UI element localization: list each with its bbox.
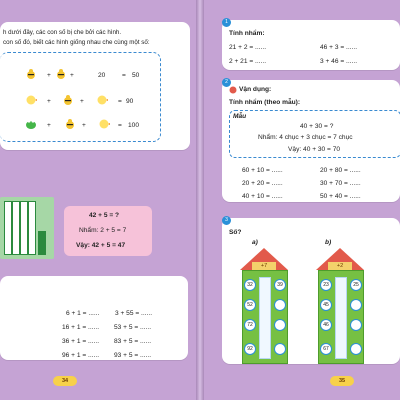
row1-value: 20 — [98, 72, 106, 79]
bee-icon — [62, 94, 74, 106]
task2-badge: 2 — [222, 78, 231, 87]
house-a-left-cell: 52 — [244, 299, 256, 311]
left-task1-instruction-1: h dưới đây, các con số bị che bởi các hình. — [3, 29, 122, 36]
house-a-answer-cell[interactable] — [274, 299, 286, 311]
row3-plus: + — [47, 122, 51, 129]
house-b-left-cell: 23 — [320, 279, 332, 291]
task3-badge: 3 — [222, 216, 231, 225]
house-a-left-cell: 32 — [244, 279, 256, 291]
ex-cell: 3 + 55 = ...... — [115, 310, 153, 317]
chick-icon — [98, 118, 110, 130]
row3-eq: = — [118, 122, 122, 129]
example-line2: Nhẩm: 2 + 5 = 7 — [79, 227, 127, 234]
ex-cell: 16 + 1 = ...... — [62, 324, 100, 331]
house-b-answer-cell[interactable] — [350, 343, 362, 355]
ex-cell: 83 + 5 = ...... — [114, 338, 152, 345]
ex-cell: 93 + 5 = ...... — [114, 352, 152, 359]
task2-cell: 40 + 10 = ...... — [242, 193, 283, 200]
book-gutter — [196, 0, 204, 400]
example-line1: 42 + 5 = ? — [89, 212, 120, 219]
house-a-answer-cell[interactable] — [274, 319, 286, 331]
house-b-left-cell: 46 — [320, 319, 332, 331]
house-a-arrow-column — [259, 277, 271, 359]
house-b-left-cell: 67 — [320, 343, 332, 355]
task2-title: Vận dụng: — [239, 86, 272, 93]
ex-cell: 96 + 1 = ...... — [62, 352, 100, 359]
mau-label: Mẫu — [233, 113, 247, 120]
row2-result: 90 — [126, 98, 134, 105]
mau-line3: Vậy: 40 + 30 = 70 — [288, 146, 341, 153]
left-exercises-card — [0, 276, 188, 360]
house-a-left-cell: 92 — [244, 343, 256, 355]
task1-cell: 2 + 21 = ...... — [229, 58, 267, 65]
task1-cell: 21 + 2 = ...... — [229, 44, 267, 51]
left-task1-instruction-2: con số đó, biết các hình giống nhau che cùng một số: — [3, 39, 150, 46]
task2-cell: 60 + 10 = ...... — [242, 167, 283, 174]
ten-tower — [4, 201, 12, 255]
bee-icon — [64, 118, 76, 130]
right-page-number: 35 — [330, 376, 354, 386]
book-spread: h dưới đây, các con số bị che bởi các hình. con số đó, biết các hình giống nhau che cùng một số: + + 20 = 50 + + = 90 + + = 100 42 + 5 = ? Nhẩm: 2 + 5 = 7 Vậy: 42 + 5 = 47 6 + 1 = ...... 3 + 55 = ...... 16 + 1 = ...... 53 + 5 = ...... 36 + 1 = ...... 83 + 5 = ...... 96 + 1 = ...... 93 + 5 = ...... 34 1 Tính nhẩm: 21 + 2 = ...... 46 + 3 = ...... 2 + 21 = ...... 3 + 46 = ...... 2 Vận dụng: Tính nhẩm (theo mẫu): Mẫu 40 + 30 = ? Nhẩm: 4 chục + 3 chục = 7 chục Vậy: 40 + 30 = 70 60 + 10 = ...... 20 + 80 = ...... 20 + 20 = ...... 30 + 70 = ...... 40 + 10 = ...... 50 + 40 = ...... 3 Số? a) b) +7 32 52 72 92 39 +2 23 45 46 67 25 35 — [0, 0, 400, 400]
task1-cell: 3 + 46 = ...... — [320, 58, 358, 65]
house-a-roof-label: +7 — [252, 262, 276, 270]
row1-result: 50 — [132, 72, 140, 79]
chick-icon — [96, 94, 108, 106]
house-a-label: a) — [252, 239, 258, 246]
row2-eq: = — [118, 98, 122, 105]
house-b-right-cell: 25 — [350, 279, 362, 291]
task3-title: Số? — [229, 229, 242, 236]
row3-result: 100 — [128, 122, 140, 129]
task2-subtitle: Tính nhẩm (theo mẫu): — [229, 99, 301, 106]
ex-cell: 36 + 1 = ...... — [62, 338, 100, 345]
house-a-right-cell: 39 — [274, 279, 286, 291]
chick-icon — [25, 94, 37, 106]
mau-line2: Nhẩm: 4 chục + 3 chục = 7 chục — [258, 134, 353, 141]
bee-icon — [25, 68, 37, 80]
row2-plus: + — [47, 98, 51, 105]
task1-cell: 46 + 3 = ...... — [320, 44, 358, 51]
frog-icon — [25, 118, 37, 130]
task2-cell: 20 + 20 = ...... — [242, 180, 283, 187]
house-a-answer-cell[interactable] — [274, 343, 286, 355]
pencil-icon — [229, 86, 237, 94]
ten-tower — [28, 201, 36, 255]
left-page-number: 34 — [53, 376, 77, 386]
house-b-answer-cell[interactable] — [350, 319, 362, 331]
task2-cell: 30 + 70 = ...... — [320, 180, 361, 187]
example-line3: Vậy: 42 + 5 = 47 — [76, 242, 126, 249]
task2-cell: 20 + 80 = ...... — [320, 167, 361, 174]
unit-blocks — [38, 231, 46, 255]
task1-badge: 1 — [222, 18, 231, 27]
mau-line1: 40 + 30 = ? — [300, 123, 334, 130]
ten-tower — [20, 201, 28, 255]
row1-plus: + — [47, 72, 51, 79]
ex-cell: 53 + 5 = ...... — [114, 324, 152, 331]
house-b-answer-cell[interactable] — [350, 299, 362, 311]
task2-cell: 50 + 40 = ...... — [320, 193, 361, 200]
house-b-roof-label: +2 — [328, 262, 352, 270]
ten-tower — [12, 201, 20, 255]
task1-title: Tính nhẩm: — [229, 30, 265, 37]
house-b-left-cell: 45 — [320, 299, 332, 311]
house-a-left-cell: 72 — [244, 319, 256, 331]
row1-eq: = — [122, 72, 126, 79]
house-b-label: b) — [325, 239, 332, 246]
bee-icon — [55, 68, 67, 80]
ex-cell: 6 + 1 = ...... — [66, 310, 100, 317]
house-b-arrow-column — [335, 277, 347, 359]
